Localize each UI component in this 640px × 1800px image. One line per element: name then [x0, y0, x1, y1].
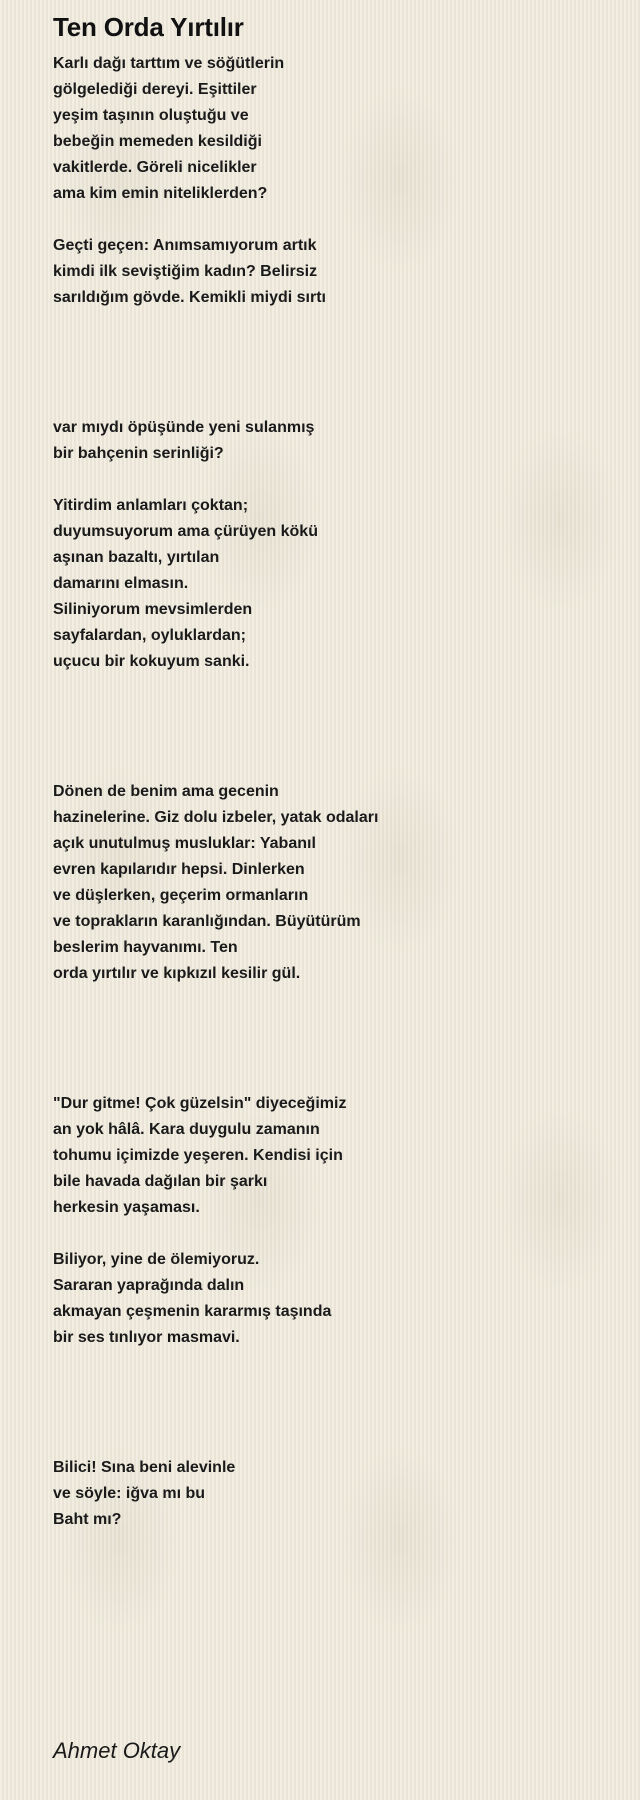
- stanza-break: [53, 207, 613, 233]
- poem-line: Baht mı?: [53, 1511, 122, 1528]
- stanza-break: [53, 311, 613, 415]
- stanza: [53, 1091, 613, 1221]
- stanza-break: [53, 467, 613, 493]
- poem-line: kimdi ilk seviştiğim kadın? Belirsiz: [53, 263, 318, 280]
- poem-body: [53, 51, 613, 1533]
- poem-line: Geçti geçen: Anımsamıyorum artık: [53, 237, 317, 254]
- stanza: [53, 493, 613, 675]
- poem-line: orda yırtılır ve kıpkızıl kesilir gül.: [53, 965, 301, 982]
- poem-line: evren kapılarıdır hepsi. Dinlerken: [53, 861, 305, 878]
- poem-line: açık unutulmuş musluklar: Yabanıl: [53, 835, 316, 852]
- poem-line: tohumu içimizde yeşeren. Kendisi için: [53, 1147, 343, 1164]
- poem-line: damarını elmasın.: [53, 575, 189, 592]
- poem-author: Ahmet Oktay: [53, 1738, 181, 1763]
- poem-line: aşınan bazaltı, yırtılan: [53, 549, 220, 566]
- poem-line: Dönen de benim ama gecenin: [53, 783, 279, 800]
- stanza: [53, 415, 613, 467]
- stanza-break: [53, 987, 613, 1091]
- poem-line: yeşim taşının oluştuğu ve: [53, 107, 249, 124]
- poem-line: beslerim hayvanımı. Ten: [53, 939, 238, 956]
- poem-line: hazinelerine. Giz dolu izbeler, yatak odaları: [53, 809, 379, 826]
- poem-title: Ten Orda Yırtılır: [53, 12, 244, 42]
- poem-line: bile havada dağılan bir şarkı: [53, 1173, 268, 1190]
- poem-line: Bilici! Sına beni alevinle: [53, 1459, 236, 1476]
- poem-line: ve toprakların karanlığından. Büyütürüm: [53, 913, 361, 930]
- poem-line: an yok hâlâ. Kara duygulu zamanın: [53, 1121, 320, 1138]
- poem-line: ve düşlerken, geçerim ormanların: [53, 887, 309, 904]
- poem-line: Yitirdim anlamları çoktan;: [53, 497, 249, 514]
- poem-line: sarıldığım gövde. Kemikli miydi sırtı: [53, 289, 326, 306]
- poem-line: Biliyor, yine de ölemiyoruz.: [53, 1251, 260, 1268]
- stanza-break: [53, 1351, 613, 1455]
- poem-line: ama kim emin niteliklerden?: [53, 185, 268, 202]
- stanza: [53, 779, 613, 987]
- poem-line: Siliniyorum mevsimlerden: [53, 601, 253, 618]
- poem-line: bir bahçenin serinliği?: [53, 445, 224, 462]
- stanza: [53, 1455, 613, 1533]
- poem-line: herkesin yaşaması.: [53, 1199, 200, 1216]
- stanza: [53, 51, 613, 207]
- poem-line: sayfalardan, oyluklardan;: [53, 627, 246, 644]
- stanza-break: [53, 1221, 613, 1247]
- poem-line: vakitlerde. Göreli nicelikler: [53, 159, 257, 176]
- poem-line: Sararan yaprağında dalın: [53, 1277, 245, 1294]
- poem-line: akmayan çeşmenin kararmış taşında: [53, 1303, 332, 1320]
- stanza-break: [53, 675, 613, 779]
- poem-line: Karlı dağı tarttım ve söğütlerin: [53, 55, 285, 72]
- poem-line: ve söyle: iğva mı bu: [53, 1485, 206, 1502]
- poem-line: bebeğin memeden kesildiği: [53, 133, 262, 150]
- poem-line: "Dur gitme! Çok güzelsin" diyeceğimiz: [53, 1095, 347, 1112]
- stanza: [53, 233, 613, 311]
- stanza: [53, 1247, 613, 1351]
- poem-line: var mıydı öpüşünde yeni sulanmış: [53, 419, 315, 436]
- poem-line: uçucu bir kokuyum sanki.: [53, 653, 250, 670]
- poem-line: duyumsuyorum ama çürüyen kökü: [53, 523, 318, 540]
- poem-line: bir ses tınlıyor masmavi.: [53, 1329, 240, 1346]
- poem-line: gölgelediği dereyi. Eşittiler: [53, 81, 257, 98]
